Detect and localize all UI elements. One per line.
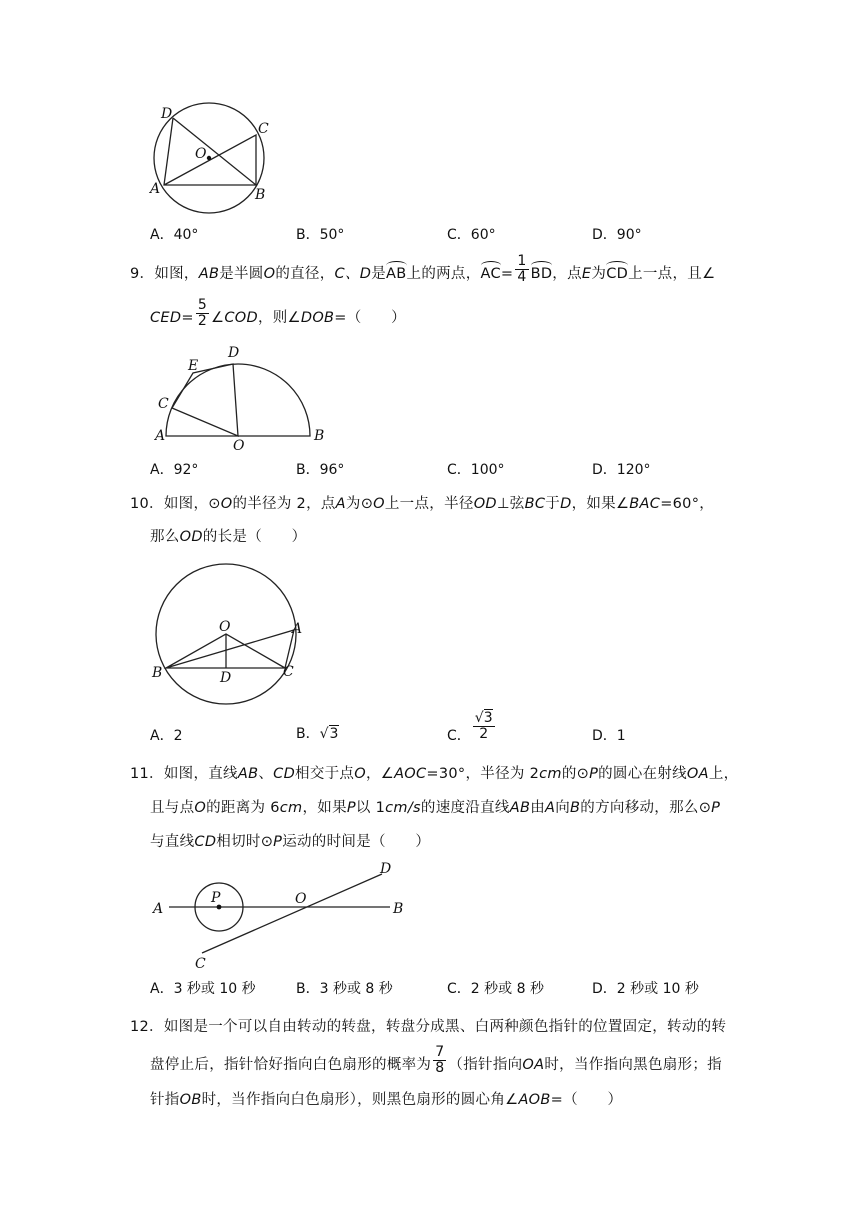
question-number: 9．	[130, 266, 155, 282]
text: 的距离为 6	[206, 800, 280, 816]
q11-line-1	[130, 767, 738, 782]
label-E: E	[188, 358, 199, 374]
fraction-five-halves	[196, 298, 209, 328]
label-P: P	[211, 890, 221, 906]
text: =60°，	[660, 496, 715, 512]
option-letter: D．	[592, 728, 617, 744]
text: 如图，⊙	[163, 496, 221, 512]
denominator: 2	[479, 725, 489, 742]
option-letter: A．	[150, 981, 174, 997]
option-letter: D．	[592, 462, 617, 478]
text: 上一点，且∠	[628, 266, 716, 282]
text: 为⊙	[345, 496, 374, 512]
math-o: O	[354, 766, 366, 782]
option-text: 100°	[470, 462, 505, 478]
label-C: C	[258, 121, 269, 137]
denominator: 4	[517, 268, 527, 285]
label-A: A	[155, 428, 166, 444]
text: 盘停止后，指针恰好指向白色扇形的概率为	[150, 1057, 432, 1074]
q10-option-c[interactable]	[447, 709, 497, 744]
q11-line-2	[150, 801, 720, 816]
label-A: A	[153, 901, 164, 917]
q11-option-c[interactable]	[447, 982, 544, 996]
option-letter: C．	[447, 728, 471, 744]
text: =（ ）	[550, 1092, 623, 1108]
text: ⊥弦	[496, 496, 525, 512]
text: （指针指向	[448, 1057, 523, 1074]
q11-line-3	[150, 835, 430, 850]
math-oa: OA	[686, 766, 709, 782]
numerator: √3	[474, 709, 493, 726]
option-letter: C．	[447, 227, 471, 243]
math-cd: CD	[273, 766, 296, 782]
text: 的方向移动，那么⊙	[580, 800, 712, 816]
q9-option-d[interactable]	[592, 463, 651, 477]
q12-line-1	[130, 1020, 726, 1035]
text: 上，	[708, 766, 739, 782]
option-text: 120°	[616, 462, 651, 478]
option-letter: A．	[150, 462, 174, 478]
text: 上一点，半径	[384, 496, 474, 512]
math-od: OD	[473, 496, 497, 512]
math-cd: C、D	[334, 266, 372, 282]
denominator: 8	[435, 1059, 445, 1076]
q9-line-2	[150, 297, 406, 329]
math-d: D	[560, 496, 572, 512]
math-aob: AOB	[518, 1092, 551, 1108]
q12-line-2	[150, 1044, 722, 1076]
option-letter: A．	[150, 728, 174, 744]
figure-q10-circle	[145, 560, 320, 720]
q9-option-c[interactable]	[447, 463, 505, 477]
arc-ac: AC	[481, 263, 501, 282]
question-number: 10．	[130, 496, 164, 512]
label-A: A	[292, 621, 303, 637]
label-D: D	[220, 670, 232, 686]
math-ab: AB	[237, 766, 259, 782]
text: =	[181, 310, 194, 327]
option-letter: C．	[447, 462, 471, 478]
numerator: 7	[435, 1044, 445, 1060]
text: 的直径，	[275, 266, 335, 282]
q8-option-c[interactable]	[447, 228, 496, 242]
text: 如图，直线	[163, 766, 238, 782]
math-a: A	[545, 800, 556, 816]
label-D: D	[228, 345, 240, 361]
option-text: 2 秒或 10 秒	[616, 981, 699, 997]
option-letter: A．	[150, 227, 174, 243]
text: =	[500, 266, 514, 282]
math-o: O	[373, 496, 385, 512]
sqrt-three: √3	[319, 726, 339, 742]
fraction-sqrt3-over-2	[473, 711, 495, 741]
option-letter: C．	[447, 981, 471, 997]
text: 且与点	[150, 800, 195, 816]
numerator: 5	[197, 297, 208, 313]
text: 向	[555, 800, 571, 816]
text: 是	[371, 266, 387, 282]
text: 的半径为 2，点	[232, 496, 336, 512]
label-C: C	[195, 956, 206, 972]
label-A: A	[150, 181, 161, 197]
option-text: 40°	[173, 227, 199, 243]
radicand: 3	[483, 709, 493, 726]
unit-cm: cm	[539, 766, 562, 782]
label-O: O	[233, 438, 245, 454]
q8-option-d[interactable]	[592, 228, 642, 242]
math-p: P	[711, 800, 721, 816]
math-e: E	[581, 266, 592, 282]
math-ob: OB	[179, 1092, 202, 1108]
numerator: 1	[517, 252, 527, 269]
math-o: O	[194, 800, 207, 816]
unit-cm-per-s: cm/s	[385, 800, 421, 816]
math-bc: BC	[524, 496, 546, 512]
option-text: 60°	[470, 227, 496, 243]
math-p: P	[589, 766, 599, 782]
label-D: D	[161, 106, 173, 122]
arc-ab: AB	[386, 263, 406, 282]
text: 是半圆	[219, 266, 264, 282]
label-B: B	[314, 428, 325, 444]
text: 的圆心在射线	[598, 766, 687, 782]
text: 那么	[150, 529, 180, 545]
math-oa: OA	[522, 1057, 545, 1074]
math-od: OD	[179, 529, 203, 545]
radicand: 3	[329, 726, 339, 742]
text: =30°，半径为 2	[426, 766, 540, 782]
text: 如图，	[154, 266, 199, 282]
text: 时，当作指向白色扇形），则黑色扇形的圆心角∠	[201, 1092, 519, 1108]
text: 如图是一个可以自由转动的转盘，转盘分成黑、白两种颜色指针的位置固定，转动的转	[163, 1019, 727, 1035]
option-letter: B．	[296, 462, 320, 478]
option-text: 96°	[319, 462, 345, 478]
option-text: 90°	[616, 227, 642, 243]
q11-option-a[interactable]	[150, 982, 256, 996]
label-D: D	[380, 861, 392, 877]
option-text: 50°	[319, 227, 345, 243]
q10-line-1	[130, 497, 714, 512]
text: 时，当作指向黑色扇形；指	[544, 1057, 722, 1074]
math-o: O	[220, 496, 233, 512]
text: 上的两点，	[406, 266, 481, 282]
q10-option-b[interactable]	[296, 727, 339, 741]
math-dob: DOB	[300, 310, 335, 327]
text: =（ ）	[334, 310, 406, 327]
text: ，如果	[302, 800, 347, 816]
text: 于	[545, 496, 561, 512]
label-O: O	[195, 146, 207, 162]
math-b: B	[570, 800, 581, 816]
text: ，点	[552, 266, 582, 282]
label-B: B	[393, 901, 404, 917]
text: 、	[258, 766, 274, 782]
option-letter: D．	[592, 981, 617, 997]
question-number: 11．	[130, 766, 164, 782]
math-cd: CD	[194, 834, 217, 850]
math-p: P	[273, 834, 283, 850]
q8-option-b[interactable]	[296, 228, 344, 242]
fraction-one-quarter	[515, 254, 528, 284]
option-text: 92°	[173, 462, 199, 478]
label-C: C	[158, 396, 169, 412]
q11-option-d[interactable]	[592, 982, 699, 996]
label-B: B	[255, 187, 266, 203]
text: 相切时⊙	[216, 834, 274, 850]
denominator: 2	[197, 312, 208, 329]
label-O: O	[219, 619, 231, 635]
text: ，如果∠	[571, 496, 630, 512]
math-bac: BAC	[629, 496, 661, 512]
math-p: P	[346, 800, 356, 816]
text: 针指	[150, 1092, 180, 1108]
math-aoc: AOC	[394, 766, 427, 782]
q9-line-1	[130, 252, 716, 285]
text: 为	[591, 266, 607, 282]
text: 相交于点	[295, 766, 355, 782]
option-text: 3 秒或 10 秒	[173, 981, 256, 997]
figure-q8-circle	[140, 98, 280, 218]
q10-line-2	[150, 530, 306, 545]
question-number: 12．	[130, 1019, 164, 1035]
q11-option-b[interactable]	[296, 982, 393, 996]
arc-cd: CD	[606, 263, 628, 282]
math-ced: CED	[150, 310, 182, 327]
option-text: 2	[173, 728, 183, 744]
math-o: O	[263, 266, 276, 282]
q12-line-3	[150, 1093, 622, 1108]
text: 由	[530, 800, 545, 816]
unit-cm: cm	[279, 800, 303, 816]
text: 运动的时间是（ ）	[282, 834, 431, 850]
text: ∠	[211, 310, 225, 327]
figure-q11-lines	[145, 858, 415, 973]
q8-option-a[interactable]	[150, 228, 198, 242]
fraction-seven-eighths	[433, 1045, 446, 1075]
text: 的速度沿直线	[420, 800, 510, 816]
arc-bd: BD	[531, 263, 553, 282]
option-letter: B．	[296, 981, 320, 997]
option-text: 1	[616, 728, 626, 744]
math-cod: COD	[224, 310, 258, 327]
figure-q9-semicircle	[150, 340, 340, 455]
label-O: O	[295, 891, 307, 907]
label-B: B	[152, 665, 163, 681]
text: ，则∠	[257, 310, 301, 327]
text: 以 1	[355, 800, 386, 816]
option-text: 3 秒或 8 秒	[319, 981, 393, 997]
q9-option-b[interactable]	[296, 463, 344, 477]
option-text: 2 秒或 8 秒	[470, 981, 544, 997]
text: 的⊙	[561, 766, 590, 782]
option-letter: B．	[296, 227, 320, 243]
option-letter: B．	[296, 726, 320, 742]
q10-option-d[interactable]	[592, 729, 626, 743]
q9-option-a[interactable]	[150, 463, 198, 477]
text: 与直线	[150, 834, 195, 850]
q10-option-a[interactable]	[150, 729, 183, 743]
text: ，∠	[365, 766, 395, 782]
math-ab: AB	[509, 800, 531, 816]
math-a: A	[335, 496, 346, 512]
text: 的长是（ ）	[202, 529, 307, 545]
label-C: C	[283, 664, 294, 680]
math-ab: AB	[198, 266, 220, 282]
option-letter: D．	[592, 227, 617, 243]
